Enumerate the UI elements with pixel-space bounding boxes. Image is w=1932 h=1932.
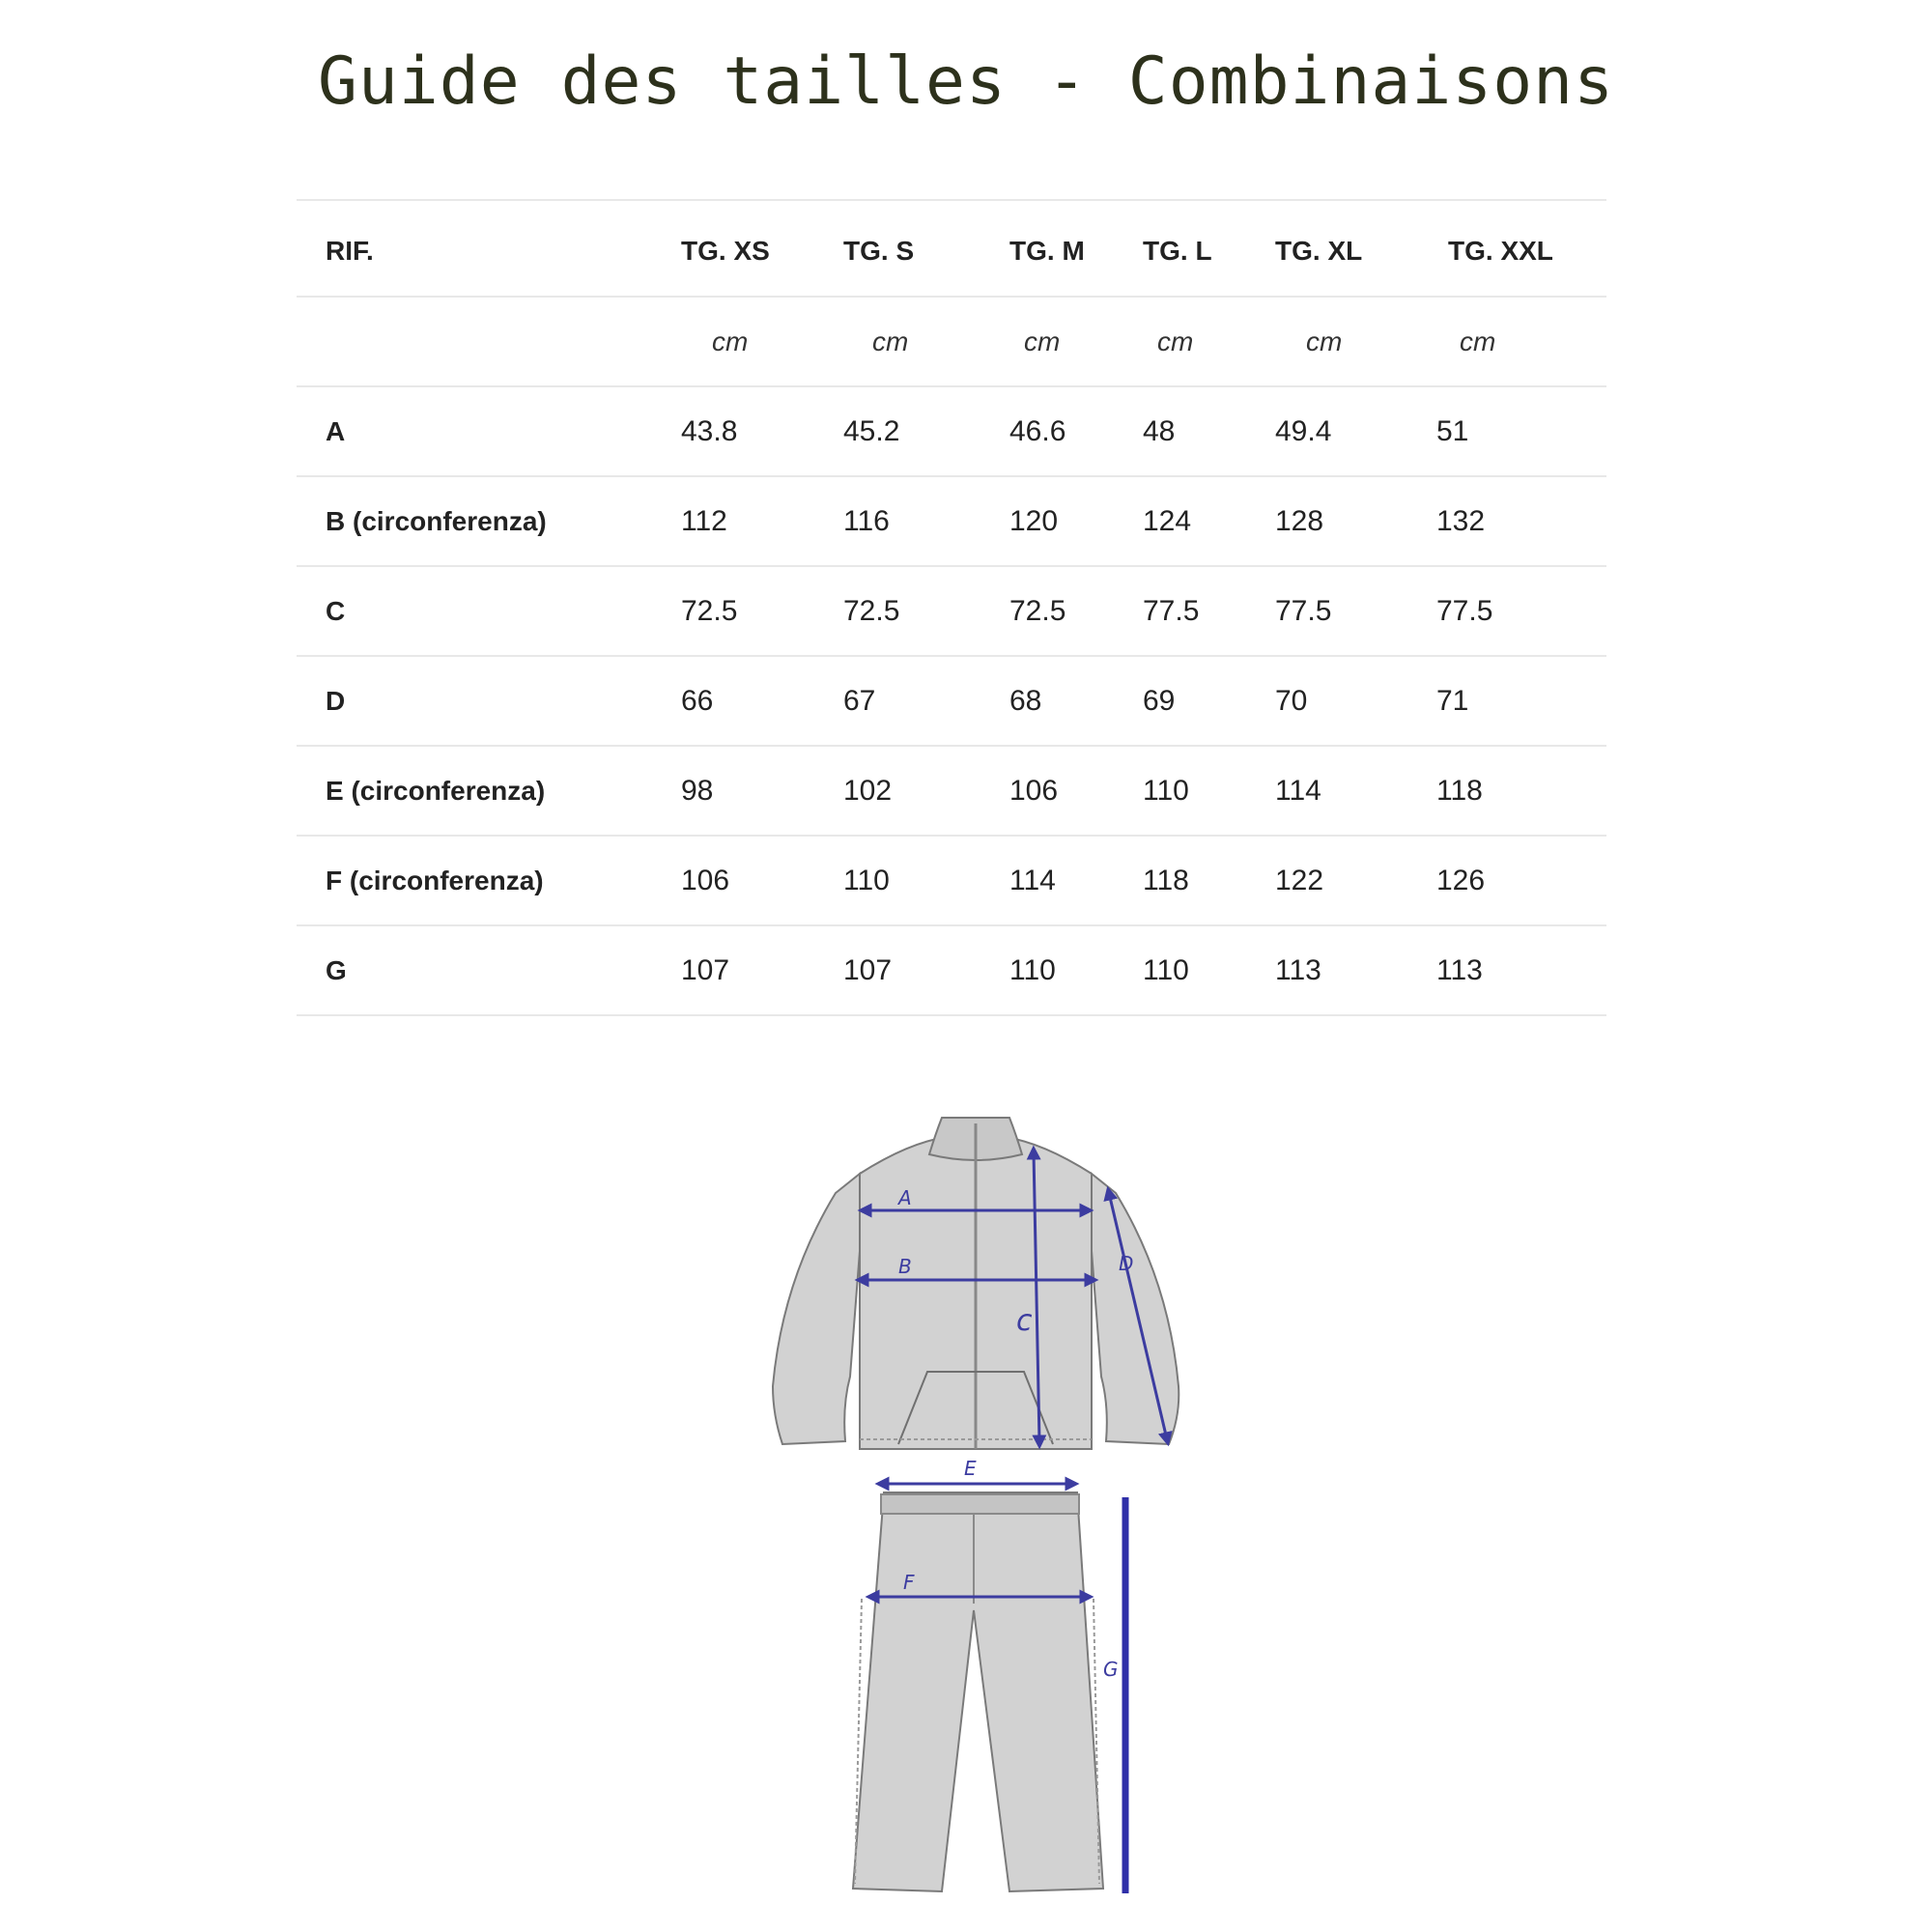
table-cell: 77.5 bbox=[1275, 594, 1332, 627]
unit-cell: cm bbox=[1460, 326, 1496, 356]
unit-cell: cm bbox=[1306, 326, 1343, 356]
row-label: B (circonferenza) bbox=[326, 505, 547, 536]
label-d: D bbox=[1119, 1252, 1134, 1275]
table-cell: 67 bbox=[843, 684, 876, 717]
table-cell: 113 bbox=[1436, 953, 1483, 986]
unit-row bbox=[297, 297, 1606, 386]
header-xxl: TG. XXL bbox=[1448, 236, 1553, 266]
table-cell: 70 bbox=[1275, 684, 1308, 717]
label-e: E bbox=[964, 1457, 977, 1480]
row-label: F (circonferenza) bbox=[326, 865, 544, 895]
table-cell: 112 bbox=[681, 504, 727, 537]
table-row bbox=[297, 746, 1606, 836]
table-cell: 110 bbox=[1009, 953, 1056, 986]
header-m: TG. M bbox=[1009, 236, 1085, 266]
unit-cell: cm bbox=[872, 326, 909, 356]
header-rif: RIF. bbox=[326, 236, 374, 266]
table-cell: 118 bbox=[1143, 864, 1189, 896]
table-cell: 110 bbox=[1143, 774, 1189, 807]
page-title: Guide des tailles - Combinaisons bbox=[317, 43, 1615, 120]
table-cell: 51 bbox=[1436, 414, 1469, 447]
table-cell: 132 bbox=[1436, 504, 1486, 537]
header-xs: TG. XS bbox=[681, 236, 770, 266]
table-cell: 113 bbox=[1275, 953, 1321, 986]
table-cell: 122 bbox=[1275, 864, 1324, 896]
table-cell: 72.5 bbox=[1009, 594, 1066, 627]
table-row bbox=[297, 566, 1606, 656]
unit-cell: cm bbox=[1157, 326, 1194, 356]
table-cell: 110 bbox=[1143, 953, 1189, 986]
table-cell: 107 bbox=[681, 953, 730, 986]
row-label: D bbox=[326, 685, 346, 716]
table-cell: 114 bbox=[1275, 774, 1321, 807]
table-cell: 68 bbox=[1009, 684, 1042, 717]
unit-cell: cm bbox=[1024, 326, 1061, 356]
label-a: A bbox=[898, 1186, 912, 1209]
table-cell: 118 bbox=[1436, 774, 1483, 807]
table-row bbox=[297, 476, 1606, 566]
table-cell: 66 bbox=[681, 684, 714, 717]
table-row bbox=[297, 386, 1606, 476]
row-label: G bbox=[326, 954, 347, 985]
garment-diagram bbox=[753, 1116, 1198, 1908]
table-cell: 72.5 bbox=[681, 594, 738, 627]
table-row bbox=[297, 836, 1606, 925]
table-cell: 46.6 bbox=[1009, 414, 1066, 447]
table-cell: 114 bbox=[1009, 864, 1056, 896]
table-cell: 48 bbox=[1143, 414, 1176, 447]
size-table bbox=[297, 199, 1606, 1016]
table-cell: 120 bbox=[1009, 504, 1059, 537]
table-cell: 45.2 bbox=[843, 414, 900, 447]
unit-cell bbox=[297, 297, 681, 386]
jacket-illustration bbox=[773, 1118, 1179, 1449]
row-label: A bbox=[326, 415, 346, 446]
header-l: TG. L bbox=[1143, 236, 1212, 266]
label-g: G bbox=[1103, 1658, 1119, 1681]
table-cell: 69 bbox=[1143, 684, 1176, 717]
table-cell: 102 bbox=[843, 774, 893, 807]
table-cell: 106 bbox=[681, 864, 730, 896]
unit-cell: cm bbox=[712, 326, 749, 356]
table-cell: 77.5 bbox=[1436, 594, 1493, 627]
pants-illustration bbox=[853, 1492, 1103, 1891]
table-cell: 124 bbox=[1143, 504, 1192, 537]
header-s: TG. S bbox=[843, 236, 915, 266]
table-cell: 106 bbox=[1009, 774, 1059, 807]
table-cell: 116 bbox=[843, 504, 890, 537]
table-row bbox=[297, 925, 1606, 1015]
table-cell: 98 bbox=[681, 774, 714, 807]
table-cell: 126 bbox=[1436, 864, 1486, 896]
table-cell: 107 bbox=[843, 953, 893, 986]
table-cell: 77.5 bbox=[1143, 594, 1200, 627]
table-cell: 49.4 bbox=[1275, 414, 1332, 447]
table-cell: 110 bbox=[843, 864, 890, 896]
label-f: F bbox=[903, 1571, 915, 1594]
table-cell: 72.5 bbox=[843, 594, 900, 627]
label-b: B bbox=[898, 1255, 912, 1278]
table-cell: 43.8 bbox=[681, 414, 738, 447]
table-cell: 128 bbox=[1275, 504, 1324, 537]
table-header-row bbox=[297, 200, 1606, 297]
row-label: E (circonferenza) bbox=[326, 775, 546, 806]
table-cell: 71 bbox=[1436, 684, 1469, 717]
header-xl: TG. XL bbox=[1275, 236, 1363, 266]
table-row bbox=[297, 656, 1606, 746]
label-c: c bbox=[1016, 1304, 1033, 1338]
row-label: C bbox=[326, 595, 346, 626]
